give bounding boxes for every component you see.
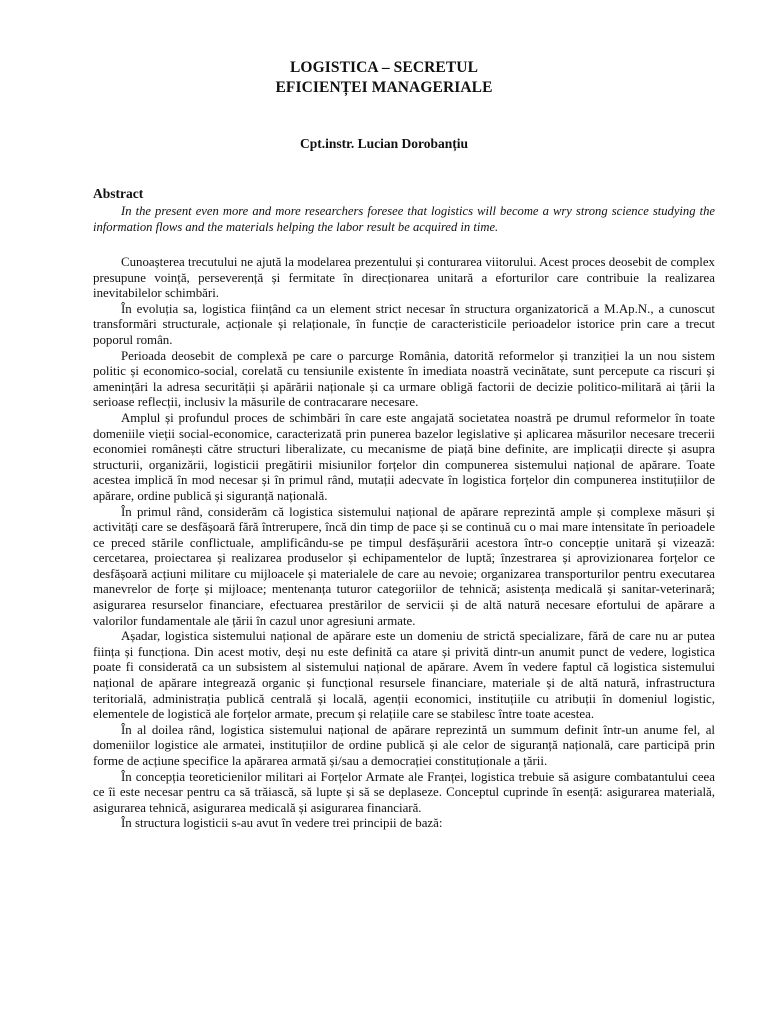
paragraph-3: Perioada deosebit de complexă pe care o parcurge România, datorită reformelor și tranziției la un nou sistem politic și economico-social, corelată cu tensiunile existente în imediata noastră vecinătate, sunt percepute ca riscuri și amenințări la adresa securității și apărării naționale și ca urmare obligă factorii de decizie politico-militară ai țării la serioase reflecții, inclusiv la măsurile de contracarare necesare. (93, 348, 715, 410)
paragraph-8: În concepția teoreticienilor militari ai Forțelor Armate ale Franței, logistica trebuie să asigure combatantului ceea ce îi este necesar pentru ca să trăiască, să lupte și să se deplaseze. Conceptul cuprinde în esență: asigurarea materială, asigurarea tehnică, asigurarea medicală și asigurarea financiară. (93, 769, 715, 815)
title-line-2: EFICIENȚEI MANAGERIALE (275, 79, 493, 96)
author-name: Cpt.instr. Lucian Dorobanțiu (299, 136, 469, 151)
paragraph-7: În al doilea rând, logistica sistemului național de apărare reprezintă un summum definit într-un anume fel, al domeniilor logistice ale armatei, instituțiilor de ordine publică și ale celor de siguranță națională, care participă prin forme de acțiune specifice la apărarea armată și/sau a democrației constituționale a țării. (93, 722, 715, 768)
body-text (93, 255, 715, 832)
paragraph-1: Cunoașterea trecutului ne ajută la modelarea prezentului și conturarea viitorului. Acest proces deosebit de complex presupune voință, perseverență și fermitate în direcționarea unitară a eforturilor care contribuie la realizarea inevitabilelor schimbări. (93, 255, 715, 301)
paragraph-6: Așadar, logistica sistemului național de apărare este un domeniu de strictă specializare, fără de care nu ar putea ființa și funcționa. Din acest motiv, deși nu este definită ca atare și privită dintr-un anumit punct de vedere, logistica poate fi considerată ca un subsistem al sistemului național de apărare. Avem în vedere faptul că logistica sistemului național de apărare integrează organic și funcțional resursele financiare, materiale și de altă natură, infrastructura teritorială, administrația publică centrală și locală, agenții economici, instituțiile cu atribuții în domeniul logistic, elementele de logistică ale forțelor armate, precum și relațiile care se stabilesc între toate acestea. (93, 629, 715, 722)
paragraph-2: În evoluția sa, logistica ființând ca un element strict necesar în structura organizatorică a M.Ap.N., a cunoscut transformări structurale, acționale și relaționale, în funcție de caracteristicile perioadelor istorice prin care a trecut poporul român. (93, 301, 715, 347)
title-line-1: LOGISTICA – SECRETUL (289, 59, 479, 76)
abstract-text: In the present even more and more researchers foresee that logistics will become a wry strong science studying the information flows and the materials helping the labor result be acquired in time. (93, 204, 715, 234)
document-title (0, 58, 768, 98)
paragraph-4: Amplul și profundul proces de schimbări în care este angajată societatea noastră pe drumul reformelor în toate domeniile vieții social-economice, caracterizată prin punerea bazelor legislative și aplicarea măsurilor necesare trecerii economiei românești către structuri liberalizate, cu mecanisme de piață bine definite, are implicații directe și asupra structurii, organizării, logisticii pregătirii misiunilor forțelor din compunerea sistemului național de apărare. Toate acestea implică în mod necesar și în primul rând, mutații adecvate în logistica forțelor din compunerea instituțiilor de apărare, ordine publică și siguranță națională. (93, 410, 715, 503)
paragraph-5: În primul rând, considerăm că logistica sistemului național de apărare reprezintă ample și complexe măsuri și activități care se desfășoară fără întrerupere, încă din timp de pace și se continuă cu o mai mare intensitate în perioadele ce preced stările conflictuale, amplificându-se pe timpul desfășurării acestora într-o concepție unitară și vizează: cercetarea, proiectarea și realizarea produselor și echipamentelor de luptă; înzestrarea și aprovizionarea forțelor ce desfășoară acțiuni militare cu mijloacele și materialele de care au nevoie; organizarea transporturilor pentru executarea manevrelor de forțe și mijloace; mentenanța tuturor categoriilor de tehnică; asistența medicală și sanitar-veterinară; asigurarea resurselor financiare, efectuarea prestărilor de servicii și de altă natură necesare efortului de apărare a valorilor fundamentale ale țării în cazul unor agresiuni armate. (93, 504, 715, 628)
paragraph-9: În structura logisticii s-au avut în vedere trei principii de bază: (121, 816, 443, 831)
abstract-heading: Abstract (93, 186, 144, 201)
